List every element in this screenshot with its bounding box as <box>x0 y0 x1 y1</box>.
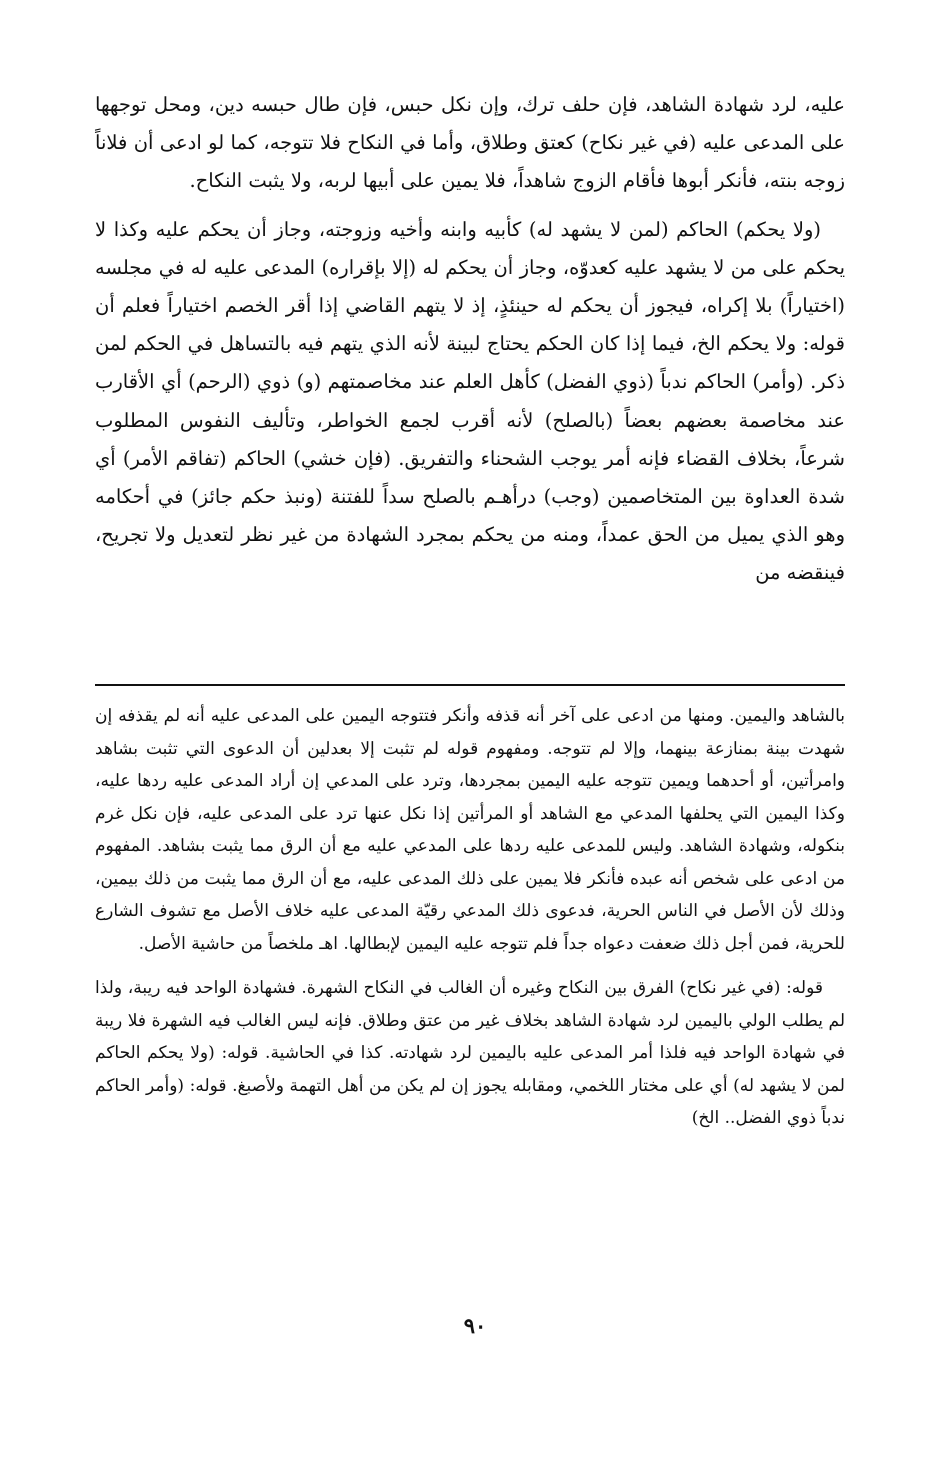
page-number: ٩٠ <box>463 1313 487 1338</box>
main-text <box>95 86 845 603</box>
main-paragraph-2: (ولا يحكم) الحاكم (لمن لا يشهد له) كأبيه وابنه وأخيه وزوجته، وجاز أن يحكم عليه وكذا لا يحكم على من لا يشهد عليه كعدوّه، وجاز أن يحكم له (إلا بإقراره) المدعى عليه له في مجلسه (اختياراً) بلا إكراه، فيجوز أن يحكم له حينئذٍ، إذ لا يتهم القاضي إذا أقر الخصم اختياراً فعلم أن قوله: ولا يحكم الخ، فيما إذا كان الحكم يحتاج لبينة لأنه الذي يتهم فيه بالتساهل في الحكم لمن ذكر. (وأمر) الحاكم ندباً (ذوي الفضل) كأهل العلم عند مخاصمتهم (و) ذوي (الرحم) أي الأقارب عند مخاصمة بعضهم بعضاً (بالصلح) لأنه أقرب لجمع الخواطر، وتأليف النفوس المطلوب شرعاً، بخلاف القضاء فإنه أمر يوجب الشحناء والتفريق. (فإن خشي) الحاكم (تفاقم الأمر) أي شدة العداوة بين المتخاصمين (وجب) درأهـم بالصلح سداً للفتنة (ونبذ حكم جائز) في أحكامه وهو الذي يميل من الحق عمداً، ومنه من يحكم بمجرد الشهادة من غير نظر لتعديل ولا تجريح، فينقضه من <box>95 217 845 585</box>
main-paragraph-1: عليه، لرد شهادة الشاهد، فإن حلف ترك، وإن نكل حبس، فإن طال حبسه دين، ومحل توجهها على المدعى عليه (في غير نكاح) كعتق وطلاق، وأما في النكاح فلا تتوجه، كما لو ادعى أن فلاناً زوجه بنته، فأنكر أبوها فأقام الزوج شاهداً، فلا يمين على أبيها لربه، ولا يثبت النكاح. <box>95 93 845 193</box>
footnote-paragraph-1: بالشاهد واليمين. ومنها من ادعى على آخر أنه قذفه وأنكر فتتوجه اليمين على المدعى عليه أنه لم يقذفه إن شهدت بينة بمنازعة بينهما، وإلا لم تتوجه. ومفهوم قوله لم تثبت إلا بعدلين أن الدعوى التي تثبت بشاهد وامرأتين، أو أحدهما ويمين تتوجه عليه اليمين بمجردها، وترد على المدعي إن أراد المدعى عليه ردها عليه، وكذا اليمين التي يحلفها المدعي مع الشاهد أو المرأتين إذا نكل عنها ترد على المدعى عليه، فإن نكل غرم بنكوله، وشهادة الشاهد. وليس للمدعى عليه ردها على المدعي عليه مع أن الرق مما يثبت بشاهد. المفهوم من ادعى على شخص أنه عبده فأنكر فلا يمين على ذلك المدعى عليه، مع أن الرق مما يثبت من ذلك بيمين، وذلك لأن الأصل في الناس الحرية، فدعوى ذلك المدعي رقيّة المدعى عليه خلاف الأصل مع تشوف الشارع للحرية، فمن أجل ذلك ضعفت دعواه جداً فلم تتوجه عليه اليمين لإبطالها. اهـ ملخصاً من حاشية الأصل. <box>95 706 845 954</box>
footnotes <box>95 700 845 1147</box>
footnote-paragraph-2: قوله: (في غير نكاح) الفرق بين النكاح وغيره أن الغالب في النكاح الشهرة. فشهادة الواحد فيه ريبة، ولذا لم يطلب الولي باليمين لرد شهادة الشاهد بخلاف غير من عتق وطلاق. فإنه ليس الغالب فيه الشهرة فلا ريبة في شهادة الواحد فيه فلذا أمر المدعى عليه باليمين لرد شهادته. كذا في الحاشية. قوله: (ولا يحكم الحاكم لمن لا يشهد له) أي على مختار اللخمي، ومقابله يجوز إن لم يكن من أهل التهمة ولأصبغ. قوله: (وأمر الحاكم ندباً ذوي الفضل.. الخ) <box>95 978 845 1128</box>
footnote-separator <box>95 684 845 686</box>
